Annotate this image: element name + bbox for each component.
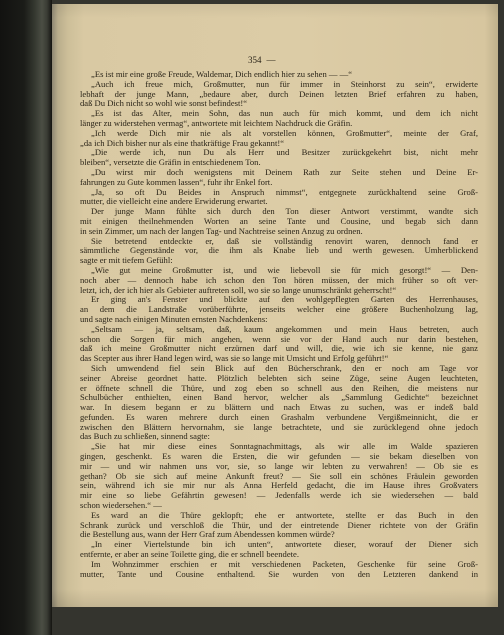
text-line: „Ich werde Dich mir nie als alt vorstellen können, Großmutter“, meinte der Graf, <box>91 127 478 138</box>
text-line: Sich umwendend fiel sein Blick auf den Bücherschrank, den er noch am Tage vor <box>91 362 478 373</box>
page-header <box>248 55 276 65</box>
paragraph <box>80 207 478 236</box>
text-line: Schrank zurück und verschloß die Thür, und der eintretende Diener richtete von der Gräfin <box>80 519 478 530</box>
text-line: das Scepter aus ihrer Hand legen wird, was sie so lange mit Umsicht und Erfolg geführt!“ <box>80 353 389 364</box>
paragraph <box>80 295 478 324</box>
text-line: daß ich meine Großmutter nicht erzürnen darf und will, die, wie ich sie kenne, nie ganz <box>80 343 478 354</box>
text-line: das Buch zu schließen, sinnend sagte: <box>80 431 210 442</box>
text-line: „Sie hat mir diese eines Sonntagnachmittags, als wir alle im Walde spazieren <box>91 441 478 452</box>
text-line: „Wie gut meine Großmutter ist, und wie liebevoll sie für mich gesorgt!“ — Den- <box>91 264 478 275</box>
text-line: gefunden. Es waren mehrere durch einen Grashalm verbundene Vergißmeinnicht, die er <box>80 411 478 422</box>
text-line: mir eine so liebe Gefährtin gewesen! — Jedenfalls werde ich sie wiedersehen — bald <box>80 490 478 501</box>
paragraph <box>80 540 478 560</box>
text-line: bleiben“, versetzte die Gräfin in entschiedenem Ton. <box>80 157 261 168</box>
text-line: gingen, geschenkt. Es waren die Ersten, die wir gefunden — sie bekam dieselben von <box>80 451 478 462</box>
text-line: Es ward an die Thüre geklopft; ehe er antwortete, stellte er das Buch in den <box>91 509 478 520</box>
text-line: daß Du Dich nicht so wohl wie sonst befindest!“ <box>80 98 248 109</box>
text-line: „Die werde ich, nun Du als Herr und Besitzer zurückgekehrt bist, nicht mehr <box>91 147 478 158</box>
body-text <box>80 70 478 579</box>
text-line: mir — und wir nahmen uns vor, sie, so lange wir lebten zu verwahren! — Ob sie es <box>80 460 478 471</box>
paragraph <box>80 237 478 266</box>
text-line: und sagte nach einigen Minuten ernsten Nachdenkens: <box>80 313 268 324</box>
text-line: noch aber — dennoch habe ich schon den Ton hören müssen, der mich früher so oft ver- <box>80 274 478 285</box>
paragraph <box>80 109 478 129</box>
text-line: „In einer Viertelstunde bin ich unten“, antwortete dieser, worauf der Diener sich <box>91 539 478 550</box>
text-line: „Auch ich freue mich, Großmutter, nun für immer in Steinhorst zu sein“, erwiderte <box>91 78 478 89</box>
text-line: Schulbücher enthielten, einen Band hervor, welcher als „Sammlung Gedichte“ bezeichnet <box>80 392 478 403</box>
paragraph <box>80 80 478 109</box>
paragraph <box>80 266 478 295</box>
text-line: an dem die Landstraße vorüberführte, jenseits welcher eine größere Buchenholzung lag, <box>80 304 478 315</box>
text-line: „Ja, so oft Du Beides in Anspruch nimmst“, entgegnete zurückhaltend seine Groß- <box>91 186 478 197</box>
paragraph <box>80 188 478 208</box>
text-line: zwischen den Blättern hervornahm, sie lange betrachtete, und sie zurücklegend ohne jedoch <box>80 421 478 432</box>
text-line: „Es ist das Alter, mein Sohn, das nun auch für mich kommt, und dem ich nicht <box>91 108 478 119</box>
text-line: in sein Zimmer, um nach der langen Tag- und Nachtreise seinen Anzug zu ordnen. <box>80 225 363 236</box>
paragraph <box>80 129 478 149</box>
text-line: schon wiedersehen.“ — <box>80 500 162 511</box>
book-binding <box>0 0 52 635</box>
text-line: „Es ist mir eine große Freude, Waldemar, Dich endlich hier zu sehen — —“ <box>91 69 353 79</box>
text-line: sämmtliche Gegenstände vor, die ihm als Knabe lieb und werth gewesen. Umherblickend <box>80 245 478 256</box>
text-line: sagte er mit tiefem Gefühl: <box>80 255 173 266</box>
paragraph <box>80 364 478 442</box>
text-line: entfernte, er aber an seine Toilette ging, die er schnell beendete. <box>80 549 299 560</box>
text-line: Er ging an's Fenster und blickte auf den wohlgepflegten Garten des Herrenhauses, <box>91 294 478 305</box>
paragraph <box>80 168 478 188</box>
text-line: sein, während ich sie mir nur als Anna Herfeld gedacht, die im Hause ihres Großvaters <box>80 480 478 491</box>
paragraph <box>80 511 478 540</box>
text-line: „Du wirst mir doch wenigstens mit Deinem Rath zur Seite stehen und Deine Er- <box>91 166 478 177</box>
book-page <box>52 4 498 607</box>
text-line: „Seltsam — ja, seltsam, daß, kaum angekommen und mein Haus betreten, auch <box>91 323 478 334</box>
text-line: „da ich Dich bisher nur als eine thatkräftige Frau gekannt!“ <box>80 137 285 148</box>
text-line: Sie betretend entdeckte er, daß sie vollständig renovirt waren, dennoch fand er <box>91 235 478 246</box>
text-line: mit einigen theilnehmenden Worten an seine Tante und Cousine, und begab sich dann <box>80 215 478 226</box>
page-number: 354 <box>248 55 262 65</box>
text-line: er öffnete schnell die Thüre, und zog eben so schnell aus den Reihen, die meistens nur <box>80 382 478 393</box>
text-line: war. In diesem begann er zu blättern und nach Etwas zu suchen, was er indeß bald <box>80 402 478 413</box>
paragraph <box>80 560 478 580</box>
paragraph <box>80 148 478 168</box>
text-line: gethan? Ob sie sich auf meine Ankunft freut? — Sie soll ein schönes Fräulein geworden <box>80 470 478 481</box>
text-line: lebhaft der junge Mann, „bedaure aber, durch Deinen letzten Brief erfahren zu haben, <box>80 88 478 99</box>
text-line: mutter, die vielleicht eine andere Erwiderung erwartet. <box>80 196 268 207</box>
text-line: mutter, Tante und Cousine enthaltend. Sie wurden von den Letzteren dankend in <box>80 568 478 579</box>
text-line: fahrungen zu Gute kommen lassen“, fuhr ihr Enkel fort. <box>80 176 273 187</box>
text-line: schon die Sorgen für mich angehen, wenn sie vor der Hand auch nur darin bestehen, <box>80 333 478 344</box>
text-line: letzt, ich, der ich hier als Gebieter auftreten soll, wo sie so lange unumschränkt geherrscht!“ <box>80 284 397 295</box>
paragraph <box>80 442 478 511</box>
text-line: seiner Abreise geordnet hatte. Plötzlich belebten sich seine Züge, seine Augen leuchteten, <box>80 372 478 383</box>
text-line: Der junge Mann fühlte sich durch den Ton dieser Antwort verstimmt, wandte sich <box>91 206 478 217</box>
text-line: Im Wohnzimmer erschien er mit verschiedenen Packeten, Geschenke für seine Groß- <box>91 558 478 569</box>
text-line: länger zu widerstehen vermag“, antwortete mit leichtem Nachdruck die Gräfin. <box>80 117 353 128</box>
header-dash: — <box>266 55 276 65</box>
text-line: die Bestellung aus, wann der Herr Graf zum Abendessen kommen würde? <box>80 529 335 540</box>
paragraph <box>80 325 478 364</box>
